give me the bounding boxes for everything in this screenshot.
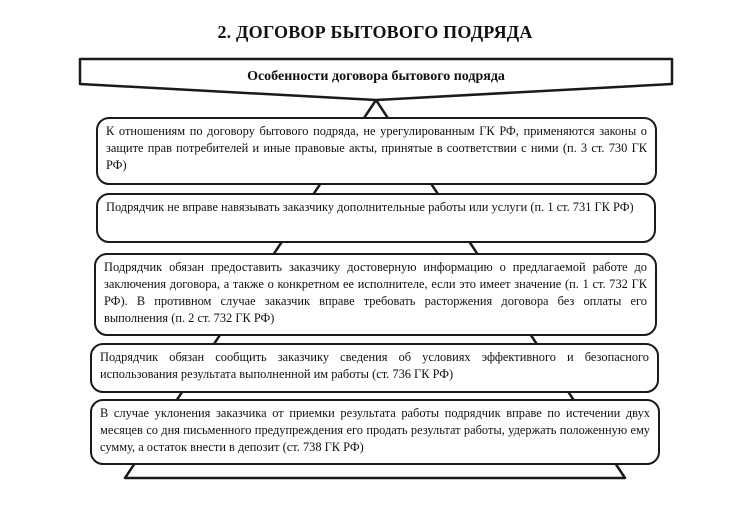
feature-card-information-duty: Подрядчик обязан предоставить заказчику достоверную информацию о предлагаемой работе до заключения договора, а также о конкретном ее исполнителе, если это имеет значение (п. 1 ст. 732 ГК РФ). В противном случае заказчик вправе требовать расторжения договора без оплаты его выполнения (п. 2 ст. 732 ГК РФ) [94,253,657,336]
feature-card-acceptance-evasion: В случае уклонения заказчика от приемки результата работы подрядчик вправе по истечении двух месяцев со дня письменного предупреждения его продать результат работы, удержать положенную ему сумму, а остаток внести в депозит (ст. 738 ГК РФ) [90,399,660,465]
page-title: 2. ДОГОВОР БЫТОВОГО ПОДРЯДА [217,22,533,42]
header-label: Особенности договора бытового подряда [247,69,505,84]
feature-card-no-extra-services: Подрядчик не вправе навязывать заказчику дополнительные работы или услуги (п. 1 ст. 731 ГК РФ) [96,193,656,243]
feature-card-consumer-protection: К отношениям по договору бытового подряда, не урегулированным ГК РФ, применяются законы о защите прав потребителей и иные правовые акты, принятые в соответствии с ними (п. 3 ст. 730 ГК РФ) [96,117,657,185]
feature-card-usage-conditions: Подрядчик обязан сообщить заказчику сведения об условиях эффективного и безопасного использования результата выполненной им работы (ст. 736 ГК РФ) [90,343,659,393]
